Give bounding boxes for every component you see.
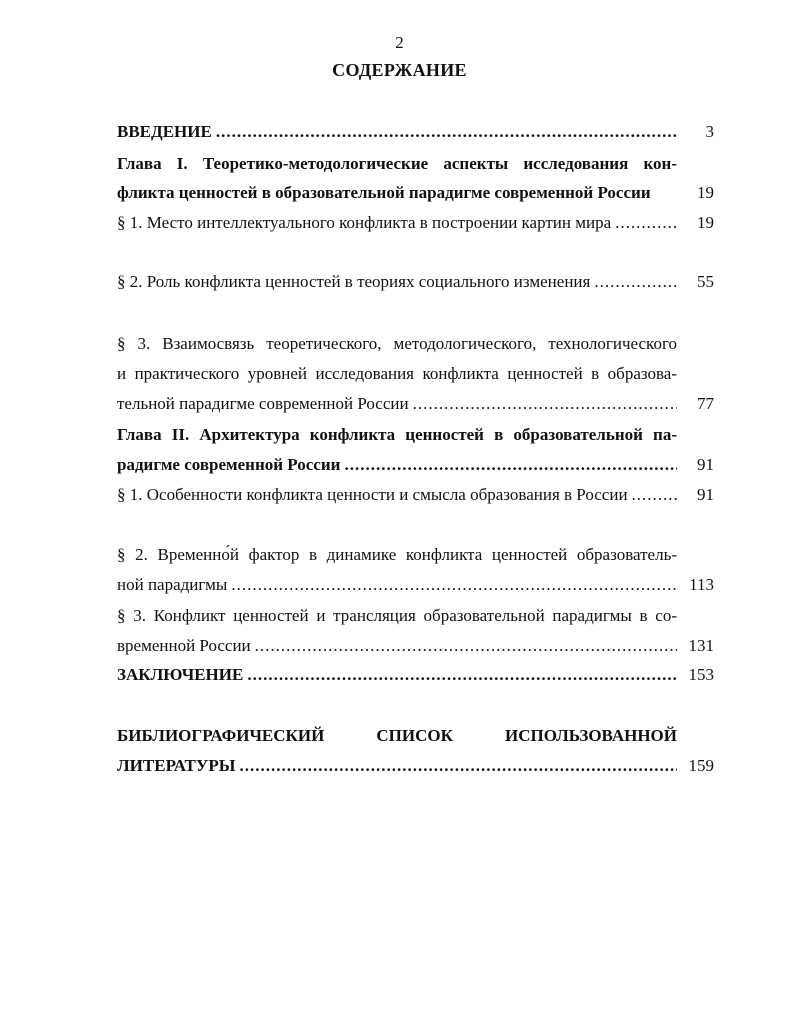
toc-chapter-1-title-line-2[interactable]: фликта ценностей в образовательной парадигме современной России <box>117 183 651 202</box>
page-title: СОДЕРЖАНИЕ <box>332 60 467 80</box>
toc-page-number: 55 <box>697 272 714 291</box>
toc-page-number: 19 <box>697 183 714 202</box>
toc-entry-label: § 2. Роль конфликта ценностей в теориях социального изменения <box>117 272 591 291</box>
toc-page-number: 91 <box>697 485 714 504</box>
page-number: 2 <box>395 33 404 52</box>
toc-bibliography-line-1[interactable]: БИБЛИОГРАФИЧЕСКИЙ СПИСОК ИСПОЛЬЗОВАННОЙ <box>117 726 677 745</box>
toc-page-number: 3 <box>705 122 714 141</box>
toc-page-number: 159 <box>688 756 714 775</box>
dot-leader <box>216 122 677 142</box>
toc-entry-ch2-section-1[interactable] <box>117 485 677 505</box>
dot-leader <box>344 455 677 475</box>
toc-entry-label: тельной парадигме современной России <box>117 394 409 413</box>
toc-ch2-section-2-line-2[interactable] <box>117 575 677 595</box>
dot-leader <box>255 636 677 656</box>
toc-ch2-section-2-line-1[interactable]: § 2. Временно́й фактор в динамике конфликта ценностей образователь- <box>117 545 677 564</box>
dot-leader <box>413 394 677 414</box>
toc-entry-label: § 1. Место интеллектуального конфликта в построении картин мира <box>117 213 612 232</box>
toc-page-number: 77 <box>697 394 714 413</box>
toc-entry-label: ной парадигмы <box>117 575 228 594</box>
toc-ch1-section-3-line-1[interactable]: § 3. Взаимосвязь теоретического, методологического, технологического <box>117 334 677 353</box>
toc-entry-label: ВВЕДЕНИЕ <box>117 122 212 141</box>
dot-leader <box>231 575 677 595</box>
toc-page-number: 153 <box>688 665 714 684</box>
dot-leader <box>247 665 677 685</box>
toc-entry-label: ЗАКЛЮЧЕНИЕ <box>117 665 244 684</box>
toc-page-number: 19 <box>697 213 714 232</box>
toc-ch1-section-3-line-3[interactable] <box>117 394 677 414</box>
toc-entry-label: радигме современной России <box>117 455 341 474</box>
toc-chapter-1-title-line-1[interactable]: Глава I. Теоретико-методологические аспекты исследования кон- <box>117 154 677 173</box>
toc-entry-label: § 1. Особенности конфликта ценности и смысла образования в России <box>117 485 628 504</box>
toc-ch2-section-3-line-2[interactable] <box>117 636 677 656</box>
toc-bibliography-line-2[interactable] <box>117 756 677 776</box>
toc-chapter-2-title-line-1[interactable]: Глава II. Архитектура конфликта ценностей в образовательной па- <box>117 425 677 444</box>
toc-ch2-section-3-line-1[interactable]: § 3. Конфликт ценностей и трансляция образовательной парадигмы в со- <box>117 606 677 625</box>
toc-chapter-2-title-line-2[interactable] <box>117 455 677 475</box>
toc-ch1-section-3-line-2[interactable]: и практического уровней исследования конфликта ценностей в образова- <box>117 364 677 383</box>
toc-entry-conclusion[interactable] <box>117 665 677 685</box>
toc-entry-introduction[interactable] <box>117 122 677 142</box>
toc-entry-ch1-section-2[interactable] <box>117 272 677 292</box>
dot-leader <box>239 756 677 776</box>
toc-entry-label: временной России <box>117 636 251 655</box>
toc-entry-label: ЛИТЕРАТУРЫ <box>117 756 236 775</box>
toc-page-number: 131 <box>688 636 714 655</box>
toc-entry-ch1-section-1[interactable] <box>117 213 677 233</box>
toc-page-number: 91 <box>697 455 714 474</box>
toc-page-number: 113 <box>689 575 714 594</box>
